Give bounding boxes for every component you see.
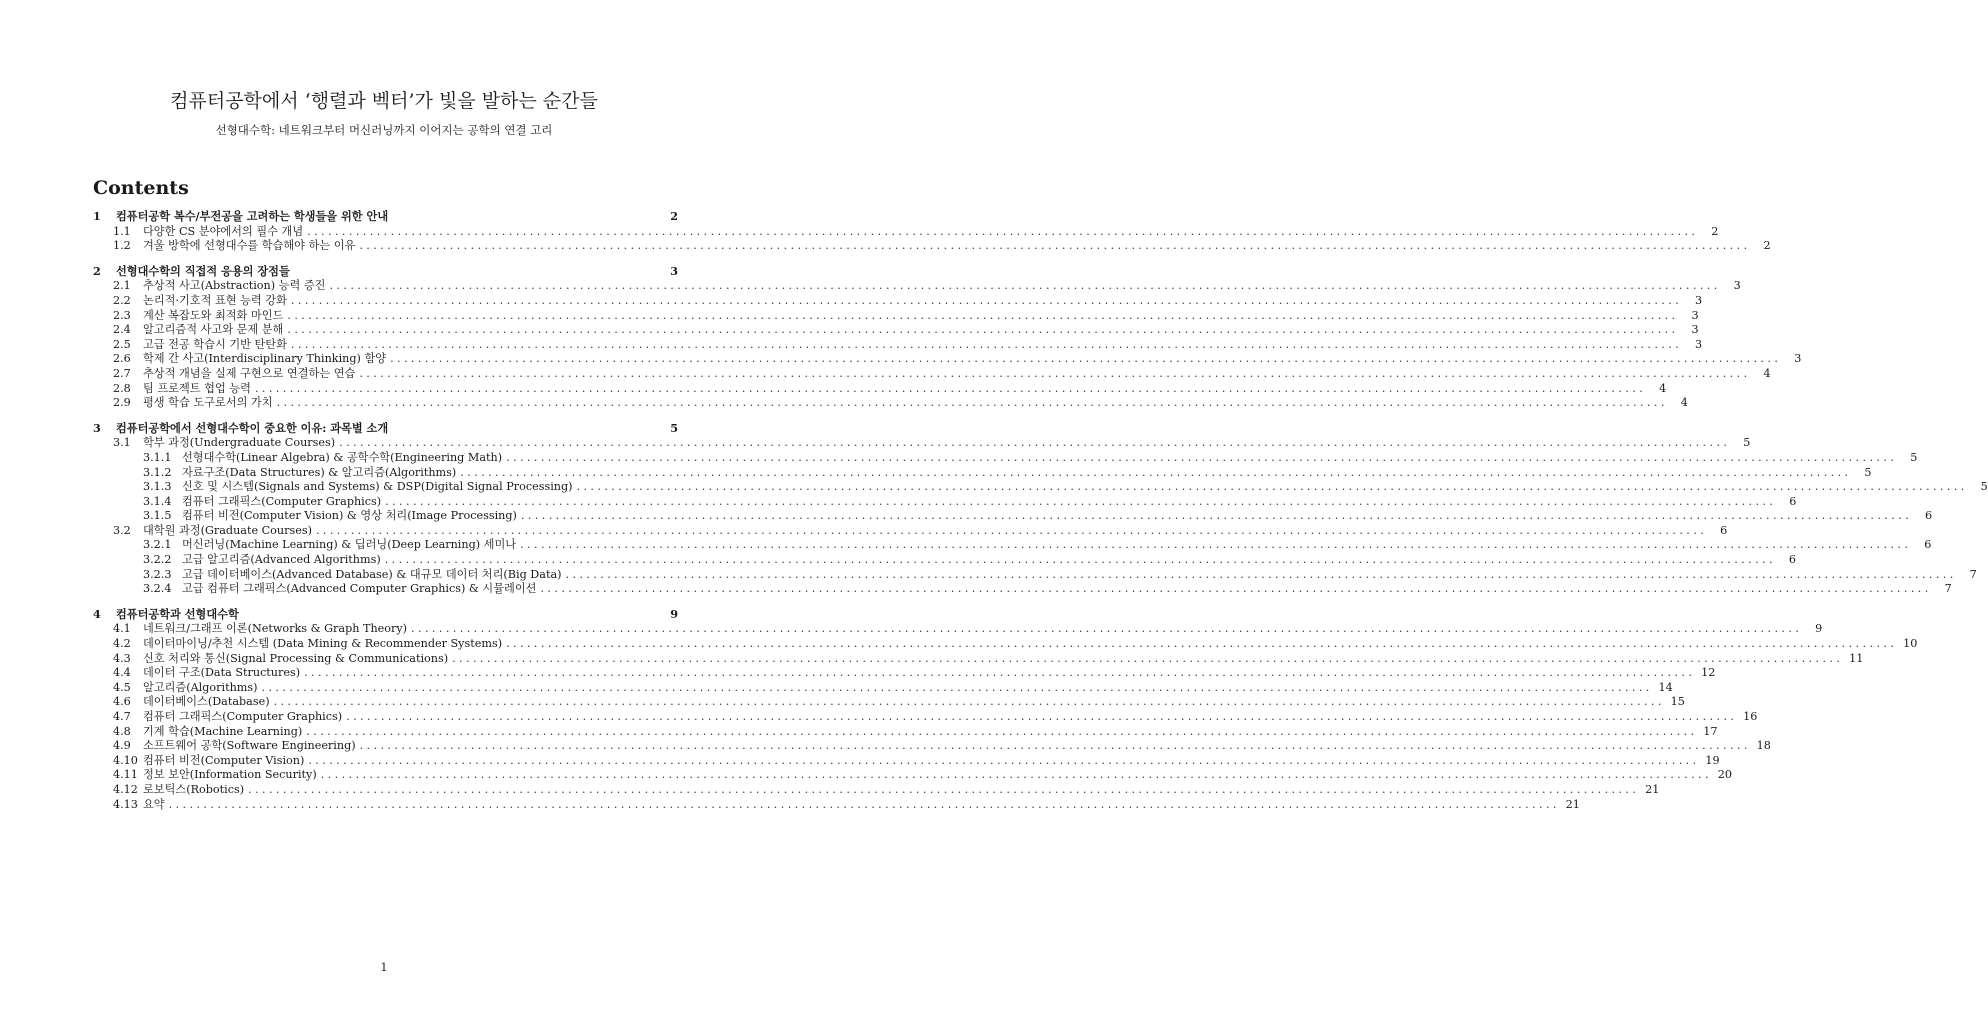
toc-subsection[interactable] xyxy=(93,522,1728,537)
toc-entry-number: 3.2.3 xyxy=(143,567,172,581)
toc-entry-title: 컴퓨터 그래픽스(Computer Graphics) xyxy=(143,710,343,723)
toc-entry-title: 네트워크/그래프 이론(Networks & Graph Theory) xyxy=(143,622,408,636)
dot-leader: ........................................................................................................................................................................................................ xyxy=(315,523,1708,537)
toc-entry-title: 컴퓨터공학에서 선형대수학이 중요한 이유: 과목별 소개 xyxy=(116,420,389,435)
toc-subsection[interactable] xyxy=(93,635,1918,651)
toc-entry-title: 데이터마이닝/추천 시스템 (Data Mining & Recommender Systems) xyxy=(143,637,503,651)
toc-entry-number: 4.7 xyxy=(113,710,131,723)
toc-subsubsection[interactable] xyxy=(93,478,1988,494)
toc-subsection[interactable] xyxy=(93,350,1802,366)
toc-entry-page: 10 xyxy=(1903,637,1918,651)
toc-entry-page: 3 xyxy=(670,263,678,278)
dot-leader: ........................................................................................................................................................................................................ xyxy=(329,279,1721,293)
toc-entry-number: 3.2.2 xyxy=(143,553,172,567)
toc-entry-title: 컴퓨터공학 복수/부전공을 고려하는 학생들을 위한 안내 xyxy=(116,209,389,223)
toc-subsection[interactable] xyxy=(93,223,1719,238)
toc-entry-title: 추상적 개념을 실제 구현으로 연결하는 연습 xyxy=(143,366,356,380)
toc-entry-number: 4.11 xyxy=(113,768,138,782)
toc-entry-number: 4.2 xyxy=(113,637,131,651)
toc-entry-page: 2 xyxy=(1711,224,1719,238)
dot-leader: ........................................................................................................................................................................................................ xyxy=(460,465,1852,479)
dot-leader: ........................................................................................................................................................................................................ xyxy=(540,582,1932,596)
toc-entry-title: 추상적 사고(Abstraction) 능력 증진 xyxy=(143,279,326,293)
toc-entry-page: 4 xyxy=(1680,396,1688,410)
toc-entry-title: 고급 컴퓨터 그래픽스(Advanced Computer Graphics) & 시뮬레이션 xyxy=(182,582,537,596)
toc-entry-number: 3.1.1 xyxy=(143,450,172,464)
toc-entry-title: 선형대수학의 직접적 응용의 장점들 xyxy=(116,263,290,278)
dot-leader: ........................................................................................................................................................................................................ xyxy=(506,637,1898,651)
toc-entry-number: 4.12 xyxy=(113,782,138,796)
dot-leader: ........................................................................................................................................................................................................ xyxy=(390,352,1782,366)
toc-entry-title: 다양한 CS 분야에서의 필수 개념 xyxy=(143,224,304,238)
toc-entry-page: 9 xyxy=(1815,622,1823,636)
toc-section[interactable] xyxy=(93,263,678,278)
toc-entry-page: 3 xyxy=(1794,352,1802,366)
toc-subsection[interactable] xyxy=(93,237,1771,253)
toc-subsection[interactable] xyxy=(93,737,1771,753)
dot-leader: ........................................................................................................................................................................................................ xyxy=(304,666,1696,680)
contents-heading: Contents xyxy=(93,177,189,199)
dot-leader: ........................................................................................................................................................................................................ xyxy=(306,724,1698,738)
toc-subsection[interactable] xyxy=(93,321,1699,337)
toc-entry-title: 학제 간 사고(Interdisciplinary Thinking) 함양 xyxy=(143,352,387,366)
toc-entry-number: 4.6 xyxy=(113,695,131,709)
dot-leader: ........................................................................................................................................................................................................ xyxy=(346,710,1738,723)
toc-subsubsection[interactable] xyxy=(93,493,1797,508)
toc-entry-title: 컴퓨터 그래픽스(Computer Graphics) xyxy=(182,494,382,508)
dot-leader: ........................................................................................................................................................................................................ xyxy=(359,739,1751,753)
toc-entry-title: 데이터 구조(Data Structures) xyxy=(143,666,301,680)
toc-entry-page: 12 xyxy=(1701,666,1716,680)
toc-subsection[interactable] xyxy=(93,292,1703,307)
dot-leader: ........................................................................................................................................................................................................ xyxy=(168,797,1560,811)
toc-subsection[interactable] xyxy=(93,277,1741,293)
toc-entry-title: 머신러닝(Machine Learning) & 딥러닝(Deep Learning) 세미나 xyxy=(182,538,517,552)
toc-subsubsection[interactable] xyxy=(93,449,1918,464)
toc-subsection[interactable] xyxy=(93,708,1758,723)
toc-subsubsection[interactable] xyxy=(93,580,1952,596)
toc-entry-number: 1.2 xyxy=(113,239,131,253)
dot-leader: ........................................................................................................................................................................................................ xyxy=(254,381,1647,395)
toc-entry-number: 3.2.4 xyxy=(143,582,172,596)
toc-entry-title: 알고리즘적 사고와 문제 분해 xyxy=(143,323,284,337)
toc-entry-title: 알고리즘(Algorithms) xyxy=(143,680,258,694)
toc-entry-page: 4 xyxy=(1659,381,1667,395)
toc-entry-page: 4 xyxy=(1763,366,1771,380)
toc-entry-number: 4.10 xyxy=(113,753,138,767)
dot-leader: ........................................................................................................................................................................................................ xyxy=(308,753,1700,767)
toc-entry-page: 9 xyxy=(670,606,678,621)
toc-entry-page: 6 xyxy=(1788,553,1796,567)
table-of-contents xyxy=(93,208,1988,811)
dot-leader: ........................................................................................................................................................................................................ xyxy=(261,680,1653,694)
toc-entry-title: 신호 및 시스템(Signals and Systems) & DSP(Digital Signal Processing) xyxy=(182,480,573,494)
toc-entry-page: 21 xyxy=(1645,782,1660,796)
toc-subsection[interactable] xyxy=(93,365,1771,380)
toc-entry-number: 3.2.1 xyxy=(143,538,172,552)
dot-leader: ........................................................................................................................................................................................................ xyxy=(290,337,1683,351)
toc-entry-number: 4.3 xyxy=(113,651,131,665)
toc-entry-page: 5 xyxy=(670,420,678,435)
document-title: 컴퓨터공학에서 ‘행렬과 벡터’가 빛을 발하는 순간들 xyxy=(170,90,598,112)
toc-entry-number: 4.4 xyxy=(113,666,131,680)
toc-entry-page: 20 xyxy=(1717,768,1732,782)
dot-leader: ........................................................................................................................................................................................................ xyxy=(339,436,1731,450)
toc-entry-number: 1 xyxy=(93,209,101,223)
toc-entry-page: 15 xyxy=(1670,695,1685,709)
toc-entry-number: 3.1.3 xyxy=(143,480,172,494)
toc-entry-title: 논리적·기호적 표현 능력 강화 xyxy=(143,293,287,307)
toc-entry-number: 4.1 xyxy=(113,622,131,636)
toc-entry-number: 3.2 xyxy=(113,523,131,537)
toc-entry-title: 팀 프로젝트 협업 능력 xyxy=(143,381,251,395)
document-subtitle: 선형대수학: 네트워크부터 머신러닝까지 이어지는 공학의 연결 고리 xyxy=(215,123,553,137)
toc-subsection[interactable] xyxy=(93,781,1660,796)
toc-subsection[interactable] xyxy=(93,336,1703,351)
toc-entry-page: 5 xyxy=(1743,436,1751,450)
dot-leader: ........................................................................................................................................................................................................ xyxy=(411,622,1803,636)
toc-entry-number: 2 xyxy=(93,263,101,278)
toc-entry-number: 4 xyxy=(93,606,101,621)
toc-entry-number: 2.1 xyxy=(113,279,131,293)
toc-entry-title: 평생 학습 도구로서의 가치 xyxy=(143,396,273,410)
toc-entry-number: 3.1.2 xyxy=(143,465,172,479)
toc-entry-title: 기계 학습(Machine Learning) xyxy=(143,724,303,738)
toc-entry-page: 3 xyxy=(1733,279,1741,293)
toc-entry-title: 대학원 과정(Graduate Courses) xyxy=(143,523,312,537)
toc-entry-title: 학부 과정(Undergraduate Courses) xyxy=(143,436,336,450)
toc-subsection[interactable] xyxy=(93,679,1673,694)
toc-entry-number: 4.8 xyxy=(113,724,131,738)
toc-entry-page: 2 xyxy=(1763,239,1771,253)
toc-entry-page: 3 xyxy=(1695,293,1703,307)
toc-entry-page: 3 xyxy=(1695,337,1703,351)
toc-entry-title: 고급 데이터베이스(Advanced Database) & 대규모 데이터 처리(Big Data) xyxy=(182,567,562,581)
toc-entry-title: 컴퓨터 비전(Computer Vision) & 영상 처리(Image Processing) xyxy=(182,509,517,523)
toc-entry-page: 5 xyxy=(1864,465,1872,479)
toc-entry-page: 3 xyxy=(1691,323,1699,337)
toc-entry-number: 2.7 xyxy=(113,366,131,380)
toc-entry-number: 2.3 xyxy=(113,308,131,322)
toc-entry-page: 5 xyxy=(1910,450,1918,464)
toc-subsubsection[interactable] xyxy=(93,536,1932,552)
dot-leader: ........................................................................................................................................................................................................ xyxy=(385,494,1777,508)
dot-leader: ........................................................................................................................................................................................................ xyxy=(287,308,1679,322)
toc-subsection[interactable] xyxy=(93,394,1688,410)
toc-entry-page: 3 xyxy=(1691,308,1699,322)
dot-leader: ........................................................................................................................................................................................................ xyxy=(359,239,1751,253)
toc-subsection[interactable] xyxy=(93,664,1716,680)
toc-subsection[interactable] xyxy=(93,693,1685,709)
toc-entry-title: 정보 보안(Information Security) xyxy=(143,768,317,782)
toc-subsection[interactable] xyxy=(93,766,1732,782)
toc-entry-number: 3.1 xyxy=(113,436,131,450)
toc-entry-page: 21 xyxy=(1565,797,1580,811)
toc-entry-title: 요약 xyxy=(143,797,165,811)
toc-entry-title: 컴퓨터공학과 선형대수학 xyxy=(116,606,239,621)
toc-entry-page: 6 xyxy=(1720,523,1728,537)
toc-section[interactable] xyxy=(93,420,678,435)
toc-entry-page: 18 xyxy=(1756,739,1771,753)
dot-leader: ........................................................................................................................................................................................................ xyxy=(276,396,1668,410)
dot-leader: ........................................................................................................................................................................................................ xyxy=(576,480,1968,494)
dot-leader: ........................................................................................................................................................................................................ xyxy=(248,782,1640,796)
dot-leader: ........................................................................................................................................................................................................ xyxy=(506,450,1898,464)
toc-entry-title: 컴퓨터 비전(Computer Vision) xyxy=(143,753,305,767)
toc-subsection[interactable] xyxy=(93,723,1718,738)
toc-entry-title: 고급 전공 학습시 기반 탄탄화 xyxy=(143,337,287,351)
toc-section[interactable] xyxy=(93,606,678,621)
toc-entry-title: 소프트웨어 공학(Software Engineering) xyxy=(143,739,356,753)
toc-entry-title: 계산 복잡도와 최적화 마인드 xyxy=(143,308,284,322)
toc-subsection[interactable] xyxy=(93,620,1823,636)
dot-leader: ........................................................................................................................................................................................................ xyxy=(273,695,1665,709)
page-number: 1 xyxy=(380,961,388,974)
toc-entry-title: 자료구조(Data Structures) & 알고리즘(Algorithms) xyxy=(182,465,457,479)
toc-entry-number: 2.6 xyxy=(113,352,131,366)
dot-leader: ........................................................................................................................................................................................................ xyxy=(290,293,1683,307)
toc-entry-page: 2 xyxy=(670,209,678,223)
toc-entry-title: 신호 처리와 통신(Signal Processing & Communications) xyxy=(143,651,449,665)
toc-entry-page: 5 xyxy=(1980,480,1988,494)
toc-entry-page: 17 xyxy=(1703,724,1718,738)
toc-entry-page: 7 xyxy=(1944,582,1952,596)
toc-entry-number: 2.5 xyxy=(113,337,131,351)
toc-entry-number: 4.5 xyxy=(113,680,131,694)
toc-entry-number: 2.2 xyxy=(113,293,131,307)
toc-entry-title: 데이터베이스(Database) xyxy=(143,695,270,709)
toc-subsection[interactable] xyxy=(93,752,1720,767)
dot-leader: ........................................................................................................................................................................................................ xyxy=(320,768,1712,782)
toc-entry-title: 선형대수학(Linear Algebra) & 공학수학(Engineering Math) xyxy=(182,450,503,464)
toc-subsubsection[interactable] xyxy=(93,507,1933,523)
toc-entry-number: 4.13 xyxy=(113,797,138,811)
toc-subsection[interactable] xyxy=(93,796,1580,811)
toc-entry-page: 19 xyxy=(1705,753,1720,767)
toc-entry-page: 7 xyxy=(1969,567,1977,581)
toc-entry-number: 4.9 xyxy=(113,739,131,753)
dot-leader: ........................................................................................................................................................................................................ xyxy=(520,509,1913,523)
toc-subsection[interactable] xyxy=(93,650,1864,665)
toc-entry-number: 2.9 xyxy=(113,396,131,410)
toc-entry-page: 11 xyxy=(1849,651,1864,665)
dot-leader: ........................................................................................................................................................................................................ xyxy=(452,651,1844,665)
toc-subsubsection[interactable] xyxy=(93,551,1796,567)
toc-entry-title: 겨울 방학에 선형대수를 학습해야 하는 이유 xyxy=(143,239,356,253)
dot-leader: ........................................................................................................................................................................................................ xyxy=(520,538,1912,552)
toc-entry-page: 6 xyxy=(1925,509,1933,523)
dot-leader: ........................................................................................................................................................................................................ xyxy=(307,224,1699,238)
toc-entry-number: 3.1.5 xyxy=(143,509,172,523)
dot-leader: ........................................................................................................................................................................................................ xyxy=(384,553,1776,567)
toc-section[interactable] xyxy=(93,208,678,223)
dot-leader: ........................................................................................................................................................................................................ xyxy=(287,323,1679,337)
toc-entry-number: 2.8 xyxy=(113,381,131,395)
toc-entry-number: 3 xyxy=(93,420,101,435)
toc-entry-page: 16 xyxy=(1743,710,1758,723)
toc-subsection[interactable] xyxy=(93,434,1751,450)
dot-leader: ........................................................................................................................................................................................................ xyxy=(359,366,1751,380)
toc-entry-page: 6 xyxy=(1924,538,1932,552)
toc-subsection[interactable] xyxy=(93,380,1667,395)
toc-entry-page: 14 xyxy=(1658,680,1673,694)
toc-entry-number: 1.1 xyxy=(113,224,131,238)
toc-subsubsection[interactable] xyxy=(93,566,1977,581)
toc-subsection[interactable] xyxy=(93,307,1699,322)
toc-entry-number: 3.1.4 xyxy=(143,494,172,508)
toc-entry-title: 고급 알고리즘(Advanced Algorithms) xyxy=(182,553,381,567)
toc-entry-page: 6 xyxy=(1789,494,1797,508)
toc-subsubsection[interactable] xyxy=(93,464,1872,479)
dot-leader: ........................................................................................................................................................................................................ xyxy=(565,567,1957,581)
toc-entry-number: 2.4 xyxy=(113,323,131,337)
toc-entry-title: 로보틱스(Robotics) xyxy=(143,782,245,796)
